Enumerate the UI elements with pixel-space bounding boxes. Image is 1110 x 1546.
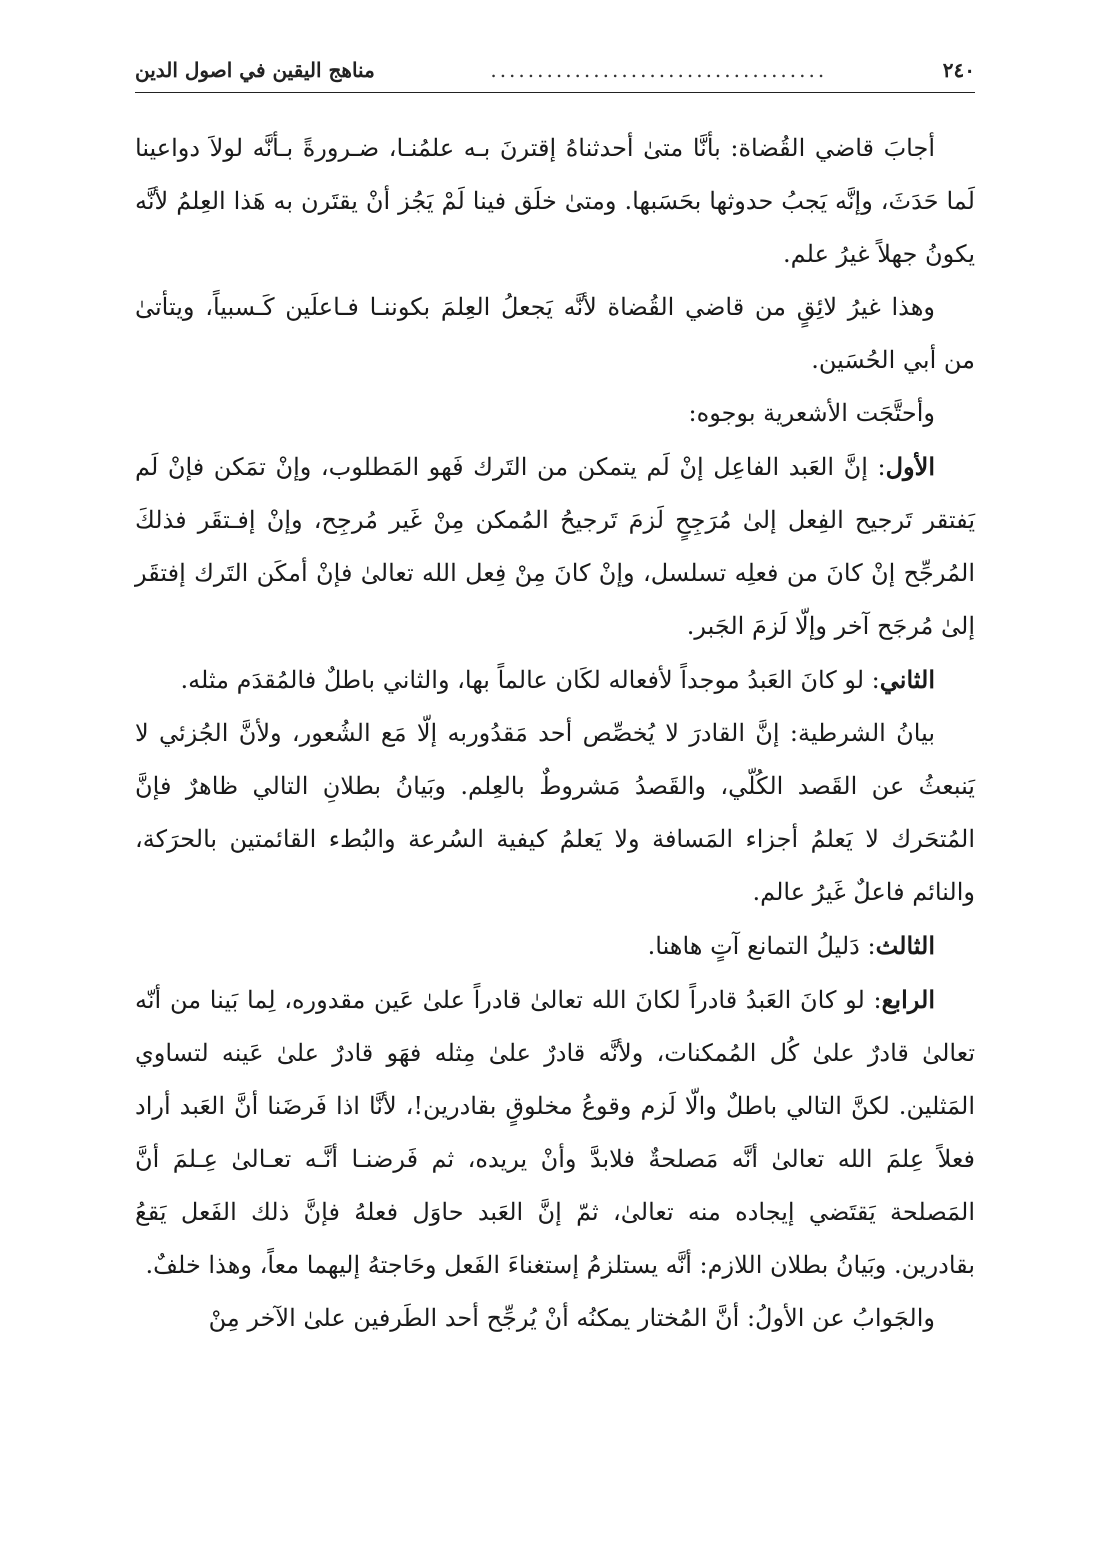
label-third: الثالث [875, 931, 935, 960]
label-fourth: الرابع [881, 985, 935, 1014]
paragraph-1: أجابَ قاضي القُضاة: بأنَّا متىٰ أحدثناهُ إقترنَ بـه علمُنـا، ضـرورةً بـأنَّه لولاَ دواعينا لَما حَدَثَ، وإنَّه يَجبُ حدوثها بحَسَبها. ومتىٰ خلَق فينا لَمْ يَجُز أنْ يقتَرن به هَذا العِلمُ لأنَّه يكونُ جهلاً غيرُ علم. [135, 134, 975, 268]
body-text [135, 122, 975, 1345]
fourth-argument-text: : لو كانَ العَبدُ قادراً لكانَ الله تعالىٰ قادراً علىٰ عَين مقدوره، لِما بَينا من أنّه تعالىٰ قادرٌ علىٰ كُل المُمكنات، ولأنَّه قادرٌ علىٰ مِثله فهَو قادرٌ علىٰ عَينه لتساوي المَثلين. لكنَّ التالي باطلٌ والّا لَزم وقوعُ مخلوقٍ بقادرين!، لأنَّا اذا فَرضَنا أنَّ العَبد أراد فعلاً عِلمَ الله تعالىٰ أنَّه مَصلحةٌ فلابدَّ وأنْ يريده، ثم فَرضنـا أنَّـه تعـالىٰ عِـلمَ أنَّ المَصلحة يَقتَضي إيجاده منه تعالىٰ، ثمّ إنَّ العَبد حاوَل فعلهُ فإنَّ ذلك الفَعل يَقعُ بقادرين. وبَيانُ بطلان اللازم: أنَّه يستلزمُ إستغناءَ الفَعل وحَاجتهُ إليهما معاً، وهذا خلفٌ. [135, 986, 976, 1279]
header-rule [135, 92, 975, 93]
first-argument-text: : إنَّ العَبد الفاعِل إنْ لَم يتمكن من التَرك فَهو المَطلوب، وإنْ تمَكن فإنْ لَم يَفتقر تَرجيح الفِعل إلىٰ مُرَجِحٍ لَزمَ تَرجيحُ المُمكن مِنْ غَير مُرجِح، وإنْ إفـتقَر فذلكَ المُرجِّح إنْ كانَ من فعلِه تسلسل، وإنْ كانَ مِنْ فِعل الله تعالىٰ فإنْ أمكَن التَرك إفتقَر إلىٰ مُرجَح آخر وإلّا لَزمَ الجَبر. [135, 453, 975, 640]
paragraph-3: وأحتَّجَت الأشعرية بوجوه: [688, 399, 935, 427]
page-number: ٢٤٠ [942, 58, 975, 82]
label-second: الثاني [879, 665, 935, 694]
header-leader-dots: .................................... [490, 58, 828, 82]
label-first: الأول [885, 452, 935, 481]
paragraph-second-argument [135, 653, 975, 707]
paragraph-first-argument [135, 440, 975, 653]
paragraph-6: بيانُ الشرطية: إنَّ القادرَ لا يُخصِّص أحد مَقدُوربه إلّا مَع الشُعور، ولأنَّ الجُزئي لا يَنبعثُ عن القَصد الكُلّي، والقَصدُ مَشروطٌ بالعِلم. وبَيانُ بطلانِ التالي ظاهرٌ فإنَّ المُتحَرك لا يَعلمُ أجزاء المَسافة ولا يَعلمُ كيفية السُرعة والبُطء القائمتين بالحرَكة، والنائم فاعلٌ غَيرُ عالم. [135, 719, 975, 906]
paragraph-answer: والجَوابُ عن الأولُ: أنَّ المُختار يمكنُه أنْ يُرجِّح أحد الطَرفين علىٰ الآخر مِنْ [208, 1304, 935, 1332]
running-header [135, 50, 975, 90]
running-title: مناهج اليقين في اصول الدين [135, 58, 375, 82]
second-argument-text: : لو كانَ العَبدُ موجداً لأفعاله لكَان عالماً بها، والثاني باطلٌ فالمُقدَم مثله. [180, 666, 880, 694]
paragraph-fourth-argument [135, 973, 975, 1292]
paragraph-2: وهذا غيرُ لائِقٍ من قاضي القُضاة لأنَّه يَجعلُ العِلمَ بكوننـا فـاعلَين كَـسبياً، ويتأتىٰ من أبي الحُسَين. [135, 293, 975, 374]
paragraph-third-argument [135, 919, 975, 973]
third-argument-text: : دَليلُ التمانع آتٍ هاهنا. [647, 932, 876, 960]
